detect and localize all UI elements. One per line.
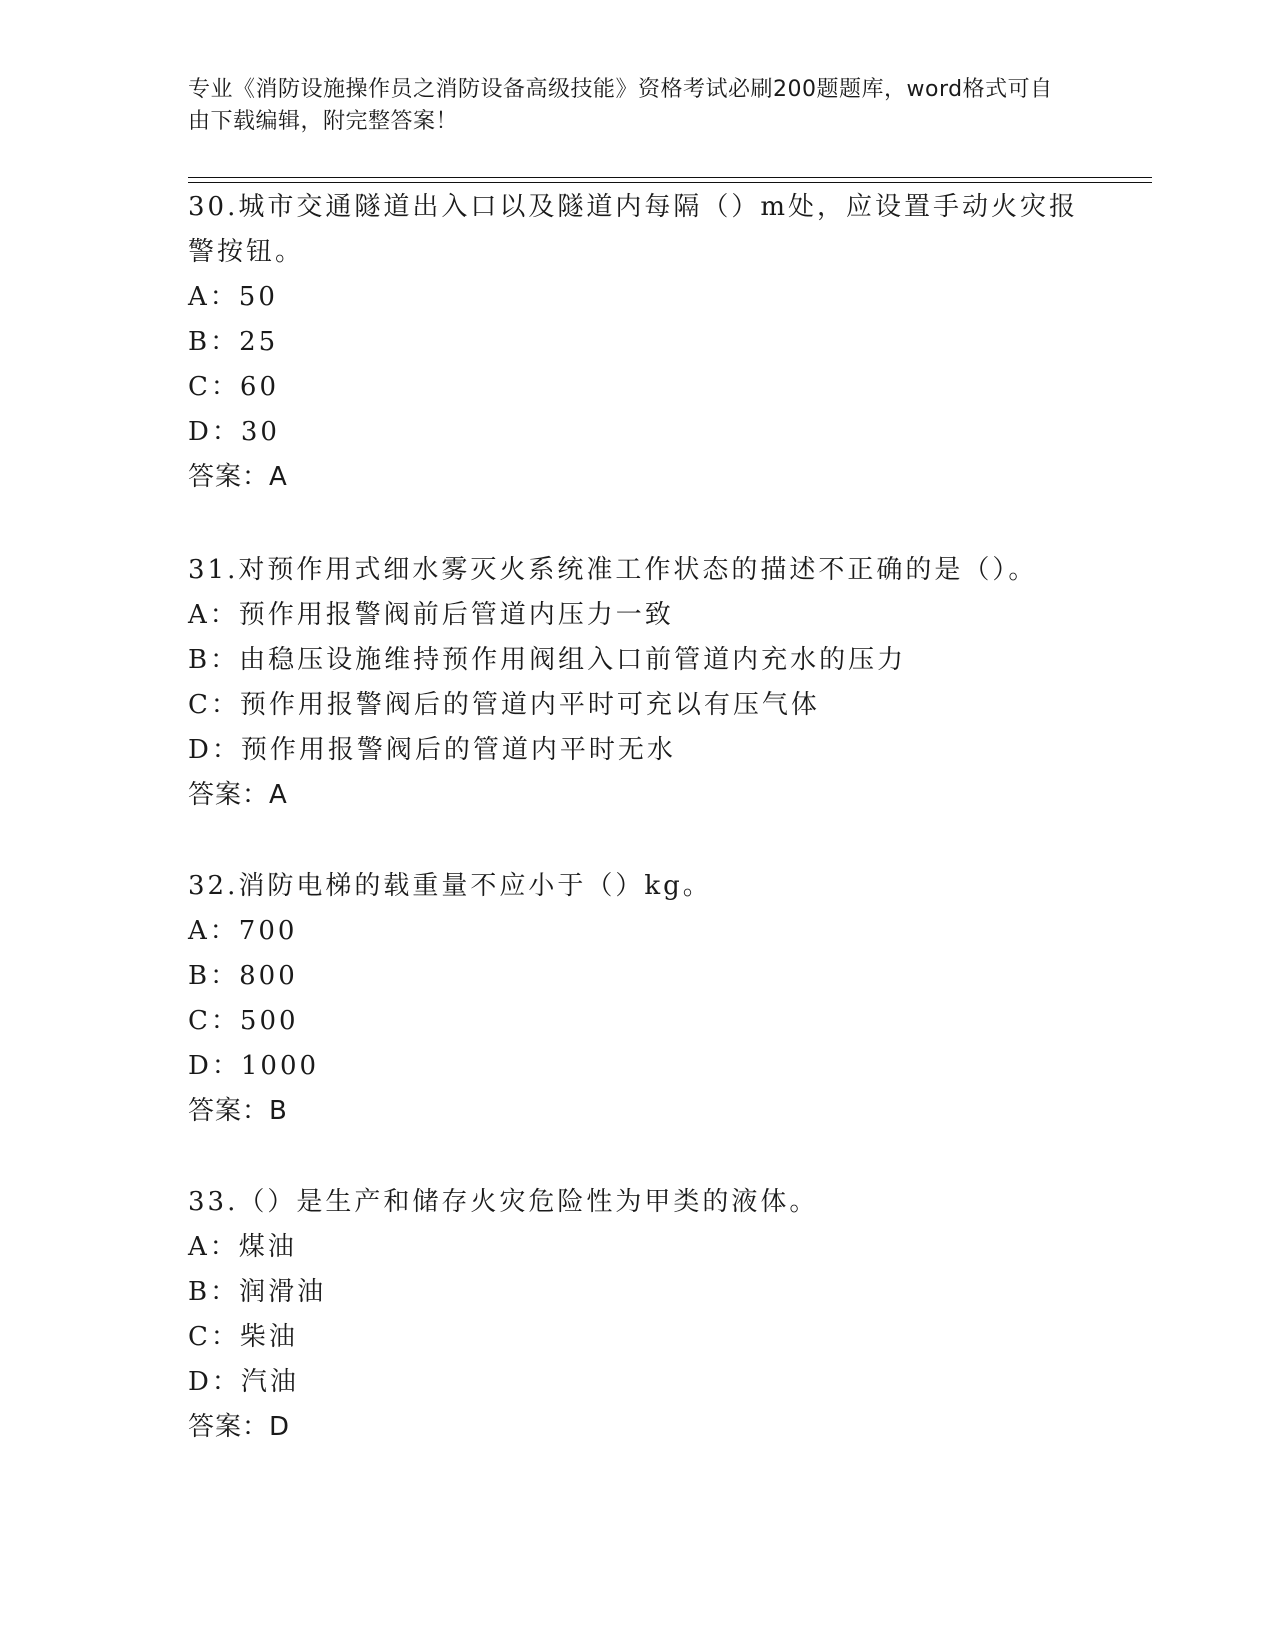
question-33 xyxy=(188,1180,1088,1450)
option-separator: ： xyxy=(210,1277,240,1307)
option-separator: ： xyxy=(210,961,240,991)
option-b xyxy=(188,320,1088,365)
option-text: 润滑油 xyxy=(239,1277,327,1307)
header-divider-bottom xyxy=(188,182,1152,183)
option-b xyxy=(188,638,1088,683)
question-stem: 33.（）是生产和储存火灾危险性为甲类的液体。 xyxy=(188,1187,819,1217)
option-key: C xyxy=(188,690,211,720)
option-key: B xyxy=(188,327,211,357)
option-text: 30 xyxy=(240,417,280,447)
option-a xyxy=(188,275,1088,320)
answer: 答案：A xyxy=(188,780,288,810)
option-separator: ： xyxy=(211,735,241,765)
option-c xyxy=(188,683,1088,728)
option-text: 25 xyxy=(239,327,279,357)
option-text: 预作用报警阀后的管道内平时无水 xyxy=(240,735,676,765)
answer: 答案：A xyxy=(188,462,288,492)
document-header: 专业《消防设施操作员之消防设备高级技能》资格考试必刷200题题库，word格式可自由下载编辑，附完整答案！ xyxy=(188,77,1053,134)
option-text: 1000 xyxy=(240,1051,320,1081)
option-separator: ： xyxy=(210,327,240,357)
option-c xyxy=(188,365,1088,410)
option-key: D xyxy=(188,1051,212,1081)
question-30 xyxy=(188,185,1088,500)
option-text: 煤油 xyxy=(238,1232,297,1262)
option-key: D xyxy=(188,1367,212,1397)
option-text: 700 xyxy=(238,916,298,946)
option-key: B xyxy=(188,1277,211,1307)
option-text: 50 xyxy=(238,282,278,312)
question-32 xyxy=(188,864,1088,1134)
option-text: 预作用报警阀后的管道内平时可充以有压气体 xyxy=(239,690,820,720)
option-d xyxy=(188,1360,1088,1405)
option-key: B xyxy=(188,645,211,675)
option-a xyxy=(188,1225,1088,1270)
option-key: C xyxy=(188,1006,211,1036)
question-stem: 32.消防电梯的载重量不应小于（）kg。 xyxy=(188,871,712,901)
option-text: 预作用报警阀前后管道内压力一致 xyxy=(238,600,674,630)
option-separator: ： xyxy=(211,1051,241,1081)
option-separator: ： xyxy=(210,372,240,402)
option-text: 由稳压设施维持预作用阀组入口前管道内充水的压力 xyxy=(239,645,907,675)
option-key: A xyxy=(188,916,210,946)
option-key: B xyxy=(188,961,211,991)
option-separator: ： xyxy=(209,1232,239,1262)
option-d xyxy=(188,1044,1088,1089)
question-stem: 31.对预作用式细水雾灭火系统准工作状态的描述不正确的是（）。 xyxy=(188,555,1038,585)
option-key: A xyxy=(188,282,210,312)
option-separator: ： xyxy=(211,417,241,447)
option-c xyxy=(188,1315,1088,1360)
option-d xyxy=(188,410,1088,455)
option-text: 柴油 xyxy=(239,1322,298,1352)
option-separator: ： xyxy=(209,282,239,312)
option-key: A xyxy=(188,1232,210,1262)
answer: 答案：D xyxy=(188,1412,291,1442)
option-text: 汽油 xyxy=(240,1367,299,1397)
option-text: 500 xyxy=(239,1006,299,1036)
option-separator: ： xyxy=(210,1322,240,1352)
option-key: D xyxy=(188,735,212,765)
option-separator: ： xyxy=(209,916,239,946)
option-separator: ： xyxy=(210,1006,240,1036)
option-b xyxy=(188,1270,1088,1315)
question-31 xyxy=(188,548,1088,818)
option-a xyxy=(188,909,1088,954)
answer: 答案：B xyxy=(188,1096,288,1126)
option-key: C xyxy=(188,1322,211,1352)
question-stem: 30.城市交通隧道出入口以及隧道内每隔（）m处，应设置手动火灾报警按钮。 xyxy=(188,192,1079,267)
option-text: 800 xyxy=(239,961,298,991)
option-b xyxy=(188,954,1088,999)
option-key: A xyxy=(188,600,210,630)
option-separator: ： xyxy=(210,690,240,720)
option-key: D xyxy=(188,417,212,447)
option-separator: ： xyxy=(210,645,240,675)
option-a xyxy=(188,593,1088,638)
option-d xyxy=(188,728,1088,773)
option-separator: ： xyxy=(211,1367,241,1397)
option-key: C xyxy=(188,372,211,402)
option-text: 60 xyxy=(239,372,280,402)
option-c xyxy=(188,999,1088,1044)
header-divider-top xyxy=(188,177,1152,178)
option-separator: ： xyxy=(209,600,239,630)
